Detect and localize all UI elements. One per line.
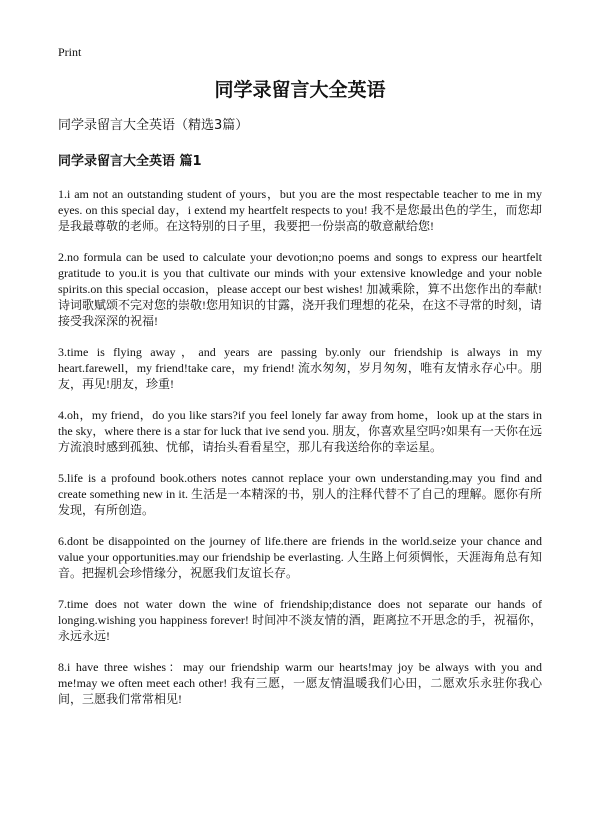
message-entry-1: 1.i am not an outstanding student of yours，but you are the most respectable teacher to me in my eyes. on this special day，i extend my heartfelt respects to you! 我不是您最出色的学生，而您却是我最尊敬的老师。在这特别的日子里，我要把一份崇高的敬意献给您! xyxy=(58,187,542,233)
message-entry-2: 2.no formula can be used to calculate your devotion;no poems and songs to express our heartfelt gratitude to you.it is you that cultivate our minds with your extensive knowledge and your noble spirits.on this special occasion，please accept our best wishes! 加减乘除，算不出您作出的奉献!诗词歌赋颂不完对您的崇敬!您用知识的甘露，浇开我们理想的花朵，在这不寻常的时刻，请接受我深深的祝福! xyxy=(58,250,542,328)
message-entry-4: 4.oh，my friend，do you like stars?if you feel lonely far away from home，look up at the stars in the sky，where there is a star for luck that ive send you. 朋友，你喜欢星空吗?如果有一天你在远方流浪时感到孤独、忧郁，请抬头看看星空，那儿有我送给你的幸运星。 xyxy=(58,408,542,454)
message-entry-7: 7.time does not water down the wine of friendship;distance does not separate our hands of longing.wishing you happiness forever! 时间冲不淡友情的酒，距离拉不开思念的手，祝福你，永远永远! xyxy=(58,597,542,643)
message-entry-6: 6.dont be disappointed on the journey of life.there are friends in the world.seize your chance and value your opportunities.may our friendship be everlasting. 人生路上何须惆怅，天涯海角总有知音。把握机会珍惜缘分，祝愿我们友谊长存。 xyxy=(58,534,542,580)
print-link[interactable]: Print xyxy=(58,45,82,59)
message-entry-3: 3.time is flying away，and years are passing by.only our friendship is always in my heart.farewell，my friend!take care，my friend! 流水匆匆，岁月匆匆，唯有友情永存心中。朋友，再见!朋友，珍重! xyxy=(58,345,542,391)
page-subtitle: 同学录留言大全英语（精选3篇） xyxy=(58,118,249,133)
page-title: 同学录留言大全英语 xyxy=(214,79,386,101)
section-heading: 同学录留言大全英语 篇1 xyxy=(58,154,202,169)
message-entry-5: 5.life is a profound book.others notes cannot replace your own understanding.may you find and create something new in it. 生活是一本精深的书，别人的注释代替不了自己的理解。愿你有所发现，有所创造。 xyxy=(58,471,542,517)
message-entry-8: 8.i have three wishes：may our friendship warm our hearts!may joy be always with you and me!may we often meet each other! 我有三愿，一愿友情温暖我们心田，二愿欢乐永驻你我心间，三愿我们常常相见! xyxy=(58,660,542,706)
